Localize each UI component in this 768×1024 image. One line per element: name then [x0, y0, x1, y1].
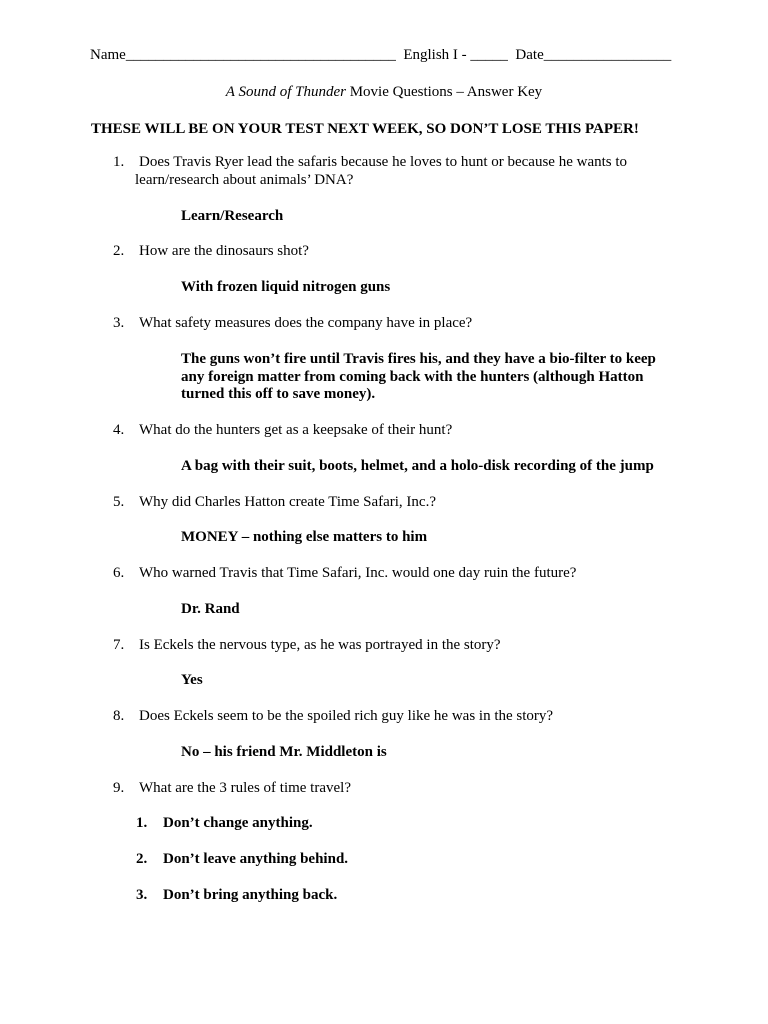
- question-number: 5.: [113, 493, 125, 510]
- date-label: Date: [515, 47, 544, 63]
- rule-text: Don’t bring anything back.: [163, 886, 338, 903]
- answer: [0, 351, 768, 405]
- title-italic: A Sound of Thunder: [225, 84, 346, 100]
- answer: [0, 279, 768, 297]
- rule-number: 2.: [136, 851, 148, 868]
- course-label: English I -: [403, 47, 467, 63]
- answer-text: Learn/Research: [181, 207, 284, 224]
- question-item: [0, 494, 768, 548]
- answer-text: Yes: [181, 672, 203, 689]
- date-blank: _________________: [543, 47, 672, 63]
- question-text: Who warned Travis that Time Safari, Inc. would one day ruin the future?: [139, 565, 577, 582]
- question-text: Does Eckels seem to be the spoiled rich guy like he was in the story?: [139, 708, 554, 725]
- question-text: Is Eckels the nervous type, as he was portrayed in the story?: [139, 636, 501, 653]
- question-line: [0, 422, 768, 440]
- question-text: What are the 3 rules of time travel?: [139, 779, 351, 796]
- question-item: [0, 315, 768, 404]
- question-line: [0, 154, 768, 172]
- course-blank: _____: [470, 47, 508, 63]
- question-item: [0, 637, 768, 691]
- question-number: 7.: [113, 636, 125, 653]
- name-label: Name: [90, 47, 126, 63]
- answer-text: The guns won’t fire until Travis fires his, and they have a bio-filter to keep: [181, 350, 656, 367]
- question-number: 2.: [113, 243, 125, 260]
- answer: [0, 672, 768, 690]
- rule-number: 3.: [136, 886, 148, 903]
- rule-text: Don’t change anything.: [163, 815, 313, 832]
- test-warning: THESE WILL BE ON YOUR TEST NEXT WEEK, SO DON’T LOSE THIS PAPER!: [91, 121, 639, 137]
- name-blank: ____________________________________: [125, 47, 396, 63]
- question-text: Why did Charles Hatton create Time Safari, Inc.?: [139, 493, 436, 510]
- rule-item: [0, 815, 768, 833]
- rule-number: 1.: [136, 815, 148, 832]
- question-list: [0, 154, 768, 905]
- question-item: [0, 780, 768, 905]
- question-line: [0, 243, 768, 261]
- answer: [0, 458, 768, 476]
- question-item: [0, 708, 768, 762]
- question-number: 6.: [113, 565, 125, 582]
- question-text-continued: learn/research about animals’ DNA?: [135, 171, 354, 188]
- answer-text: No – his friend Mr. Middleton is: [181, 743, 387, 760]
- question-number: 1.: [113, 154, 125, 170]
- rule-list: [0, 815, 768, 904]
- answer: [0, 601, 768, 619]
- answer: [0, 529, 768, 547]
- title-rest: Movie Questions – Answer Key: [349, 84, 543, 100]
- question-item: [0, 422, 768, 476]
- question-item: [0, 243, 768, 297]
- question-number: 9.: [113, 779, 125, 796]
- question-text: How are the dinosaurs shot?: [139, 243, 309, 260]
- question-line: [0, 565, 768, 583]
- question-number: 8.: [113, 708, 125, 725]
- question-item: [0, 154, 768, 226]
- worksheet-title: [0, 83, 768, 101]
- rule-item: [0, 851, 768, 869]
- rule-item: [0, 887, 768, 905]
- question-number: 3.: [113, 314, 125, 331]
- answer-text: any foreign matter from coming back with the hunters (although Hatton: [181, 368, 644, 385]
- answer: [0, 208, 768, 226]
- rule-text: Don’t leave anything behind.: [163, 851, 349, 868]
- answer-text: MONEY – nothing else matters to him: [181, 529, 428, 546]
- answer-text: A bag with their suit, boots, helmet, and a holo-disk recording of the jump: [181, 457, 654, 474]
- question-item: [0, 565, 768, 619]
- answer-text: Dr. Rand: [181, 600, 240, 617]
- question-line: [0, 494, 768, 512]
- question-line: [0, 637, 768, 655]
- header-line: [90, 46, 671, 64]
- question-text: What do the hunters get as a keepsake of their hunt?: [139, 422, 453, 439]
- answer-text: turned this off to save money).: [181, 386, 376, 403]
- question-line: [0, 780, 768, 798]
- question-text: What safety measures does the company have in place?: [139, 314, 473, 331]
- question-number: 4.: [113, 422, 125, 439]
- answer: [0, 744, 768, 762]
- question-line: [0, 315, 768, 333]
- question-line: [0, 708, 768, 726]
- question-text: Does Travis Ryer lead the safaris because he loves to hunt or because he wants to: [139, 154, 628, 170]
- answer-text: With frozen liquid nitrogen guns: [181, 279, 391, 296]
